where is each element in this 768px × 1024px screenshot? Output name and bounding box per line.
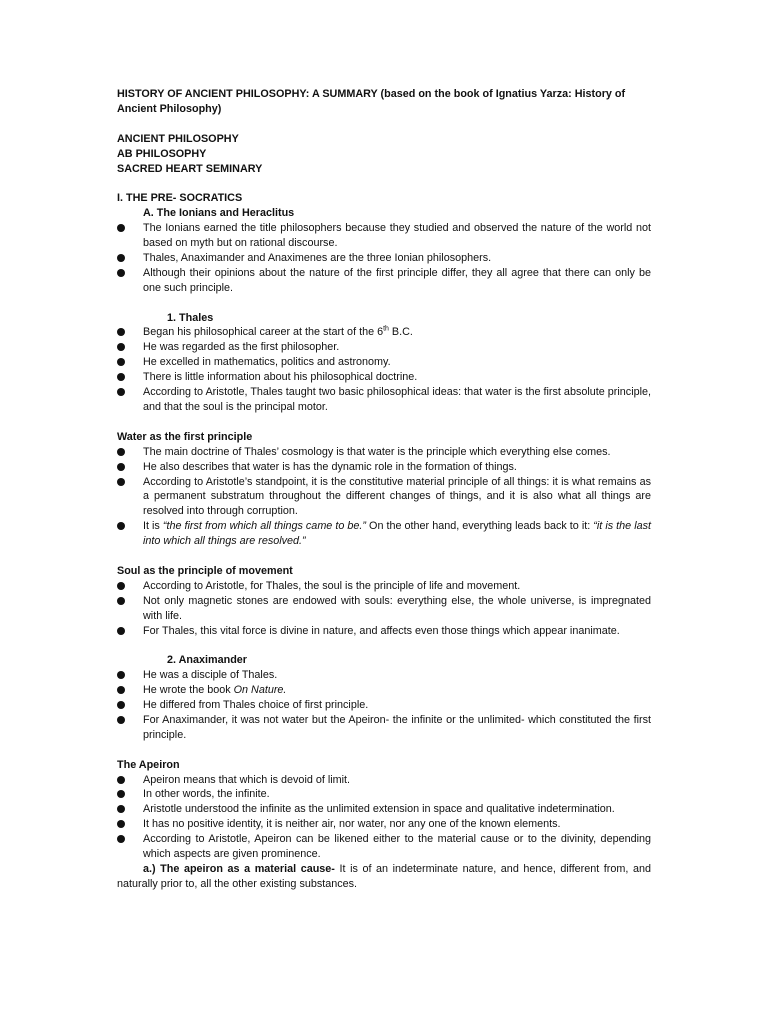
list-item: He was regarded as the first philosopher. xyxy=(117,340,651,355)
list-item: According to Aristotle’s standpoint, it is the constitutive material principle of all things: it is what remains as a permanent substratum throughout the different changes of things, and it is also what all things are resolved into through corruption. xyxy=(117,475,651,520)
bullet-icon xyxy=(117,701,125,709)
bullet-icon xyxy=(117,463,125,471)
bullet-icon xyxy=(117,835,125,843)
anaximander-list xyxy=(117,668,651,743)
list-item: For Thales, this vital force is divine in nature, and affects even those things which appear inanimate. xyxy=(117,624,651,639)
bullet-icon xyxy=(117,597,125,605)
subsection-heading-soul: Soul as the principle of movement xyxy=(117,564,293,577)
apeiron-material-cause-paragraph xyxy=(117,862,651,892)
header-line-school: SACRED HEART SEMINARY xyxy=(117,162,263,175)
bullet-icon xyxy=(117,269,125,277)
bullet-icon xyxy=(117,224,125,232)
bullet-icon xyxy=(117,776,125,784)
list-item: He also describes that water is has the dynamic role in the formation of things. xyxy=(117,460,651,475)
bullet-icon xyxy=(117,522,125,530)
subsection-heading-water: Water as the first principle xyxy=(117,430,253,443)
material-cause-text: It is of an indeterminate nature, and hence, different from, and naturally prior to, all the other existing substances. xyxy=(117,863,651,890)
header-line-course: ANCIENT PHILOSOPHY xyxy=(117,132,239,145)
list-item: Aristotle understood the infinite as the unlimited extension in space and qualitative indetermination. xyxy=(117,802,651,817)
bullet-icon xyxy=(117,582,125,590)
list-item: It has no positive identity, it is neither air, nor water, nor any one of the known elements. xyxy=(117,817,651,832)
list-item: Not only magnetic stones are endowed with souls: everything else, the whole universe, is impregnated with life. xyxy=(117,594,651,624)
header-line-program: AB PHILOSOPHY xyxy=(117,147,207,160)
section-title: I. THE PRE- SOCRATICS xyxy=(117,192,243,205)
bullet-icon xyxy=(117,373,125,381)
list-item: Apeiron means that which is devoid of limit. xyxy=(117,773,651,788)
bullet-icon xyxy=(117,328,125,336)
ionians-list xyxy=(117,221,651,296)
list-item: It is “the first from which all things came to be.” On the other hand, everything leads back to it: “it is the last into which all things are resolved.” xyxy=(117,519,651,549)
bullet-icon xyxy=(117,820,125,828)
list-item: The Ionians earned the title philosophers because they studied and observed the nature of the world not based on myth but on rational discourse. xyxy=(117,221,651,251)
bullet-icon xyxy=(117,671,125,679)
list-item: He differed from Thales choice of first principle. xyxy=(117,698,651,713)
bullet-icon xyxy=(117,790,125,798)
bullet-icon xyxy=(117,478,125,486)
apeiron-list xyxy=(117,773,651,862)
list-item: According to Aristotle, Thales taught two basic philosophical ideas: that water is the first absolute principle, and that the soul is the principal motor. xyxy=(117,385,651,415)
bullet-icon xyxy=(117,254,125,262)
bullet-icon xyxy=(117,388,125,396)
soul-list xyxy=(117,579,651,639)
thales-list xyxy=(117,325,651,414)
list-item: Thales, Anaximander and Anaximenes are the three Ionian philosophers. xyxy=(117,251,651,266)
bullet-icon xyxy=(117,358,125,366)
water-list xyxy=(117,445,651,549)
subsection-heading-ionians: A. The Ionians and Heraclitus xyxy=(143,207,295,220)
list-item: He excelled in mathematics, politics and astronomy. xyxy=(117,355,651,370)
list-item: Although their opinions about the nature of the first principle differ, they all agree that there can only be one such principle. xyxy=(117,266,651,296)
list-item: The main doctrine of Thales’ cosmology is that water is the principle which everything else comes. xyxy=(117,445,651,460)
list-item: In other words, the infinite. xyxy=(117,787,651,802)
document-title: HISTORY OF ANCIENT PHILOSOPHY: A SUMMARY (based on the book of Ignatius Yarza: History of Ancient Philosophy) xyxy=(117,88,626,115)
list-item: Began his philosophical career at the start of the 6th B.C. xyxy=(117,325,651,340)
list-item: For Anaximander, it was not water but the Apeiron- the infinite or the unlimited- which constituted the first principle. xyxy=(117,713,651,743)
list-item: He was a disciple of Thales. xyxy=(117,668,651,683)
bullet-icon xyxy=(117,686,125,694)
material-cause-label: a.) The apeiron as a material cause- xyxy=(143,863,335,876)
bullet-icon xyxy=(117,343,125,351)
list-item: According to Aristotle, for Thales, the soul is the principle of life and movement. xyxy=(117,579,651,594)
bullet-icon xyxy=(117,448,125,456)
subsection-heading-apeiron: The Apeiron xyxy=(117,758,180,771)
list-item: He wrote the book On Nature. xyxy=(117,683,651,698)
bullet-icon xyxy=(117,627,125,635)
list-item: There is little information about his philosophical doctrine. xyxy=(117,370,651,385)
subsection-heading-thales: 1. Thales xyxy=(167,311,214,324)
bullet-icon xyxy=(117,805,125,813)
subsection-heading-anaximander: 2. Anaximander xyxy=(167,654,248,667)
bullet-icon xyxy=(117,716,125,724)
list-item: According to Aristotle, Apeiron can be likened either to the material cause or to the divinity, depending which aspects are given prominence. xyxy=(117,832,651,862)
